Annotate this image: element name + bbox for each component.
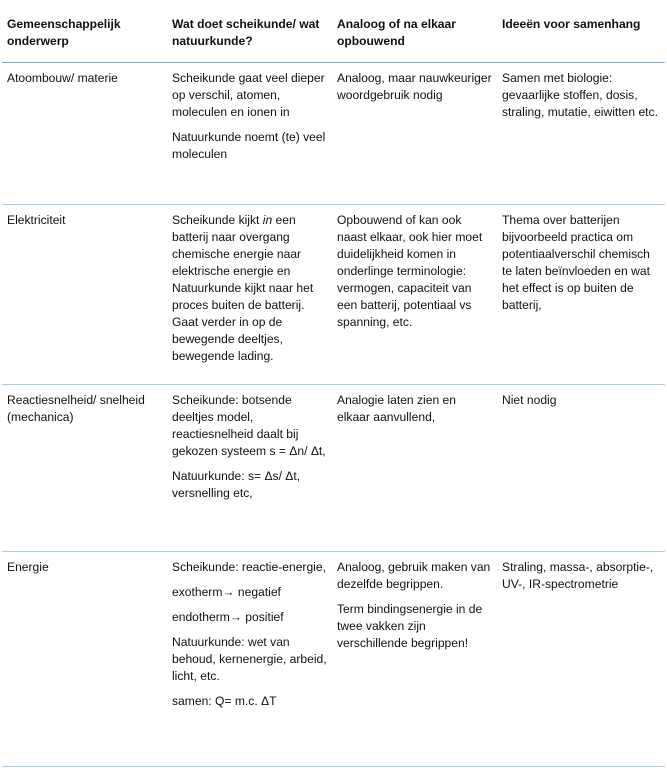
cell-text: Energie xyxy=(7,560,49,574)
cell-text: Analoog, gebruik maken van dezelfde begrippen. xyxy=(337,560,491,591)
cell-text: Scheikunde gaat veel dieper op verschil, atomen, moleculen en ionen in xyxy=(172,71,325,119)
cell-topic xyxy=(2,385,167,552)
comparison-table xyxy=(2,0,665,767)
cell-text: Niet nodig xyxy=(502,393,557,407)
table-row xyxy=(2,552,665,767)
header-topic: Gemeenschappelijk onderwerp xyxy=(2,0,167,63)
cell-text xyxy=(172,212,327,365)
text-run: een batterij naar overgang chemische energie naar elektrische energie en Natuurkunde kijkt naar het proces buiten de batterij. Gaat verder in op de bewegende deeltjes, bewegende lading. xyxy=(172,213,314,363)
cell-text: Term bindingsenergie in de twee vakken zijn verschillende begrippen! xyxy=(337,602,483,650)
header-relation: Analoog of na elkaar opbouwend xyxy=(332,0,497,63)
cell-topic xyxy=(2,63,167,205)
cell-topic xyxy=(2,205,167,385)
italic-text: in xyxy=(262,213,273,227)
cell-topic xyxy=(2,552,167,767)
cell-what xyxy=(167,63,332,205)
cell-ideas xyxy=(497,63,665,205)
cell-text: Reactiesnelheid/ snelheid (mechanica) xyxy=(7,393,145,424)
cell-text: Natuurkunde: s= Δs/ Δt, versnelling etc, xyxy=(172,469,301,500)
cell-what xyxy=(167,552,332,767)
cell-text: Samen met biologie: gevaarlijke stoffen, dosis, straling, mutatie, eiwitten etc. xyxy=(502,71,658,119)
cell-text: Atoombouw/ materie xyxy=(7,71,118,85)
cell-text: samen: Q= m.c. ΔT xyxy=(172,694,277,708)
cell-text: Natuurkunde: wet van behoud, kernenergie, arbeid, licht, etc. xyxy=(172,635,327,683)
cell-text: Analoog, maar nauwkeuriger woordgebruik nodig xyxy=(337,71,492,102)
cell-what xyxy=(167,385,332,552)
table-row xyxy=(2,205,665,385)
cell-what xyxy=(167,205,332,385)
header-ideas: Ideeën voor samenhang xyxy=(497,0,665,63)
text-run: Scheikunde kijkt xyxy=(172,213,263,227)
header-row xyxy=(2,0,665,63)
cell-text: Analogie laten zien en elkaar aanvullend, xyxy=(337,393,457,424)
cell-text: Scheikunde: botsende deeltjes model, reactiesnelheid daalt bij gekozen systeem s = Δn/ Δt, xyxy=(172,393,326,458)
cell-relation xyxy=(332,63,497,205)
cell-ideas xyxy=(497,385,665,552)
cell-ideas xyxy=(497,552,665,767)
cell-relation xyxy=(332,552,497,767)
table-row xyxy=(2,63,665,205)
cell-text: exotherm→ negatief xyxy=(172,585,281,599)
cell-text: Straling, massa-, absorptie-, UV-, IR-spectrometrie xyxy=(502,560,654,591)
cell-ideas xyxy=(497,205,665,385)
cell-text: Scheikunde: reactie-energie, xyxy=(172,560,326,574)
cell-text: Opbouwend of kan ook naast elkaar, ook hier moet duidelijkheid komen in onderlinge terminologie: vermogen, capaciteit van een batterij, potentiaal vs spanning, etc. xyxy=(337,213,483,329)
cell-text: endotherm→ positief xyxy=(172,610,284,624)
cell-relation xyxy=(332,205,497,385)
header-what: Wat doet scheikunde/ wat natuurkunde? xyxy=(167,0,332,63)
cell-relation xyxy=(332,385,497,552)
cell-text: Elektriciteit xyxy=(7,213,66,227)
cell-text: Natuurkunde noemt (te) veel moleculen xyxy=(172,130,326,161)
cell-text: Thema over batterijen bijvoorbeeld practica om potentiaalverschil chemisch te laten beïnvloeden en wat het effect is op buiten de batterij, xyxy=(502,213,650,312)
table-row xyxy=(2,385,665,552)
